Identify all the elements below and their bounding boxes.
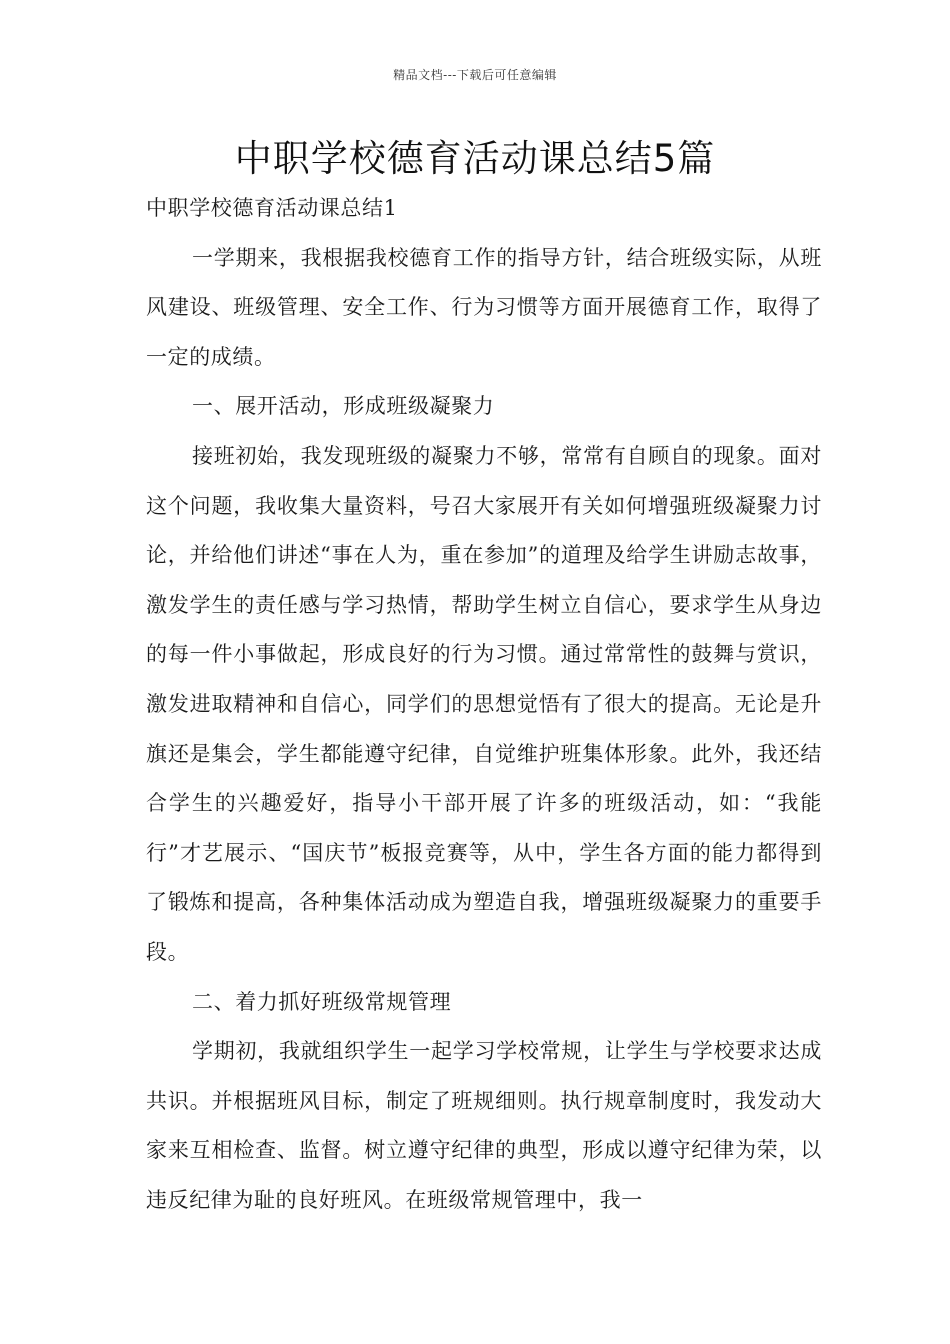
- section-subtitle: 中职学校德育活动课总结1: [146, 196, 398, 220]
- paragraph-cohesion: 接班初始，我发现班级的凝聚力不够，常常有自顾自的现象。面对这个问题，我收集大量资料，号召大家展开有关如何增强班级凝聚力讨论，并给他们讲述“事在人为，重在参加”的道理及给学生讲励志故事，激发学生的责任感与学习热情，帮助学生树立自信心，要求学生从身边的每一件小事做起，形成良好的行为习惯。通过常常性的鼓舞与赏识，激发进取精神和自信心，同学们的思想觉悟有了很大的提高。无论是升旗还是集会，学生都能遵守纪律，自觉维护班集体形象。此外，我还结合学生的兴趣爱好，指导小干部开展了许多的班级活动，如：“我能行”才艺展示、“国庆节”板报竞赛等，从中，学生各方面的能力都得到了锻炼和提高，各种集体活动成为塑造自我，增强班级凝聚力的重要手段。: [146, 443, 822, 964]
- header-note: 精品文档---下载后可任意编辑: [393, 68, 557, 82]
- paragraph-intro: 一学期来，我根据我校德育工作的指导方针，结合班级实际，从班风建设、班级管理、安全工作、行为习惯等方面开展德育工作，取得了一定的成绩。: [146, 245, 822, 369]
- document-body: [146, 184, 822, 1225]
- section-heading-2: 二、着力抓好班级常规管理: [192, 989, 452, 1014]
- paragraph-management: 学期初，我就组织学生一起学习学校常规，让学生与学校要求达成共识。并根据班风目标，制定了班规细则。执行规章制度时，我发动大家来互相检查、监督。树立遵守纪律的典型，形成以遵守纪律为荣，以违反纪律为耻的良好班风。在班级常规管理中，我一: [146, 1039, 822, 1212]
- document-title: 中职学校德育活动课总结5篇: [234, 137, 716, 180]
- section-heading-1: 一、展开活动，形成班级凝聚力: [192, 394, 495, 419]
